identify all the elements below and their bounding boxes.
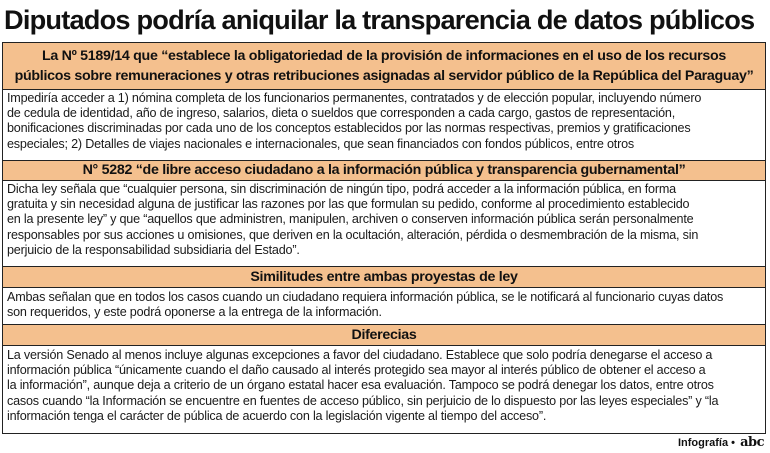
section-body-similarities bbox=[2, 288, 766, 324]
header-line: Diferecias bbox=[351, 327, 417, 343]
body-line: gratuita y sin necesidad alguna de justificar las razones por las que formulan su pedido, conforme al procedimiento establecido bbox=[7, 197, 690, 212]
body-line: información pública “únicamente cuando el daño causado al interés protegido sea mayor al interés público de obtener el acceso a bbox=[7, 363, 706, 378]
body-line: la información”, aunque deja a criterio de un órgano estatal hacer esa evaluación. Tampoco se podrá denegar los datos, entre otros bbox=[7, 378, 714, 393]
section-header-similarities bbox=[2, 266, 766, 288]
section-header-law-5189 bbox=[2, 42, 766, 90]
abc-logo: abc bbox=[740, 435, 764, 450]
body-line: información tenga el carácter de pública de acuerdo con la legislación vigente al tiempo del acceso”. bbox=[7, 408, 547, 423]
header-line: Similitudes entre ambas proyestas de ley bbox=[250, 269, 518, 285]
body-line: Dicha ley señala que “cualquier persona, sin discriminación de ningún tipo, podrá acceder a la información pública, en forma bbox=[7, 182, 676, 196]
section-header-law-5282 bbox=[2, 160, 766, 181]
body-line: Impediría acceder a 1) nómina completa de los funcionarios permanentes, contratados y de elección popular, incluyendo número bbox=[7, 91, 702, 105]
header-line: públicos sobre remuneraciones y otras retribuciones asignadas al servidor público de la República del Paraguay” bbox=[14, 68, 754, 84]
section-body-differences bbox=[2, 346, 766, 434]
section-body-law-5189 bbox=[2, 90, 766, 162]
body-line: responsables por sus acciones u omisiones, que deriven en la ocultación, alteración, pérdida o desmembración de la misma, sin bbox=[7, 227, 699, 242]
body-line: casos cuando “la Información se encuentre en fuentes de acceso público, sin perjuicio de lo dispuesto por las leyes especiales” y “la bbox=[7, 393, 719, 408]
section-body-law-5282 bbox=[2, 181, 766, 266]
infographic-credit bbox=[678, 434, 764, 452]
body-line: en la presente ley” y que “aquellos que administren, manipulen, archiven o conserven información pública serán personalmente bbox=[7, 212, 694, 227]
body-line: son requeridos, y este podrá oponerse a la entrega de la información. bbox=[7, 305, 382, 320]
header-line: N° 5282 “de libre acceso ciudadano a la información pública y transparencia gubernamental” bbox=[82, 162, 686, 178]
credit-label: Infografía • bbox=[677, 437, 735, 449]
header-line: La Nº 5189/14 que “establece la obligatoriedad de la provisión de informaciones en el uso de los recursos bbox=[41, 48, 727, 64]
body-line: Ambas señalan que en todos los casos cuando un ciudadano requiera información pública, se le notificará al funcionario cuyas datos bbox=[7, 290, 724, 304]
section-header-differences bbox=[2, 324, 766, 346]
body-line: bonificaciones discriminadas por cada uno de los conceptos establecidos por las normas respectivas, premios y gratificaciones bbox=[7, 121, 691, 136]
body-line: de cedula de identidad, año de ingreso, salarios, dieta o sueldos que corresponden a cada cargo, gastos de representación, bbox=[7, 106, 676, 121]
page-title: Diputados podría aniquilar la transparencia de datos públicos bbox=[4, 4, 755, 35]
body-line: La versión Senado al menos incluye algunas excepciones a favor del ciudadano. Establece que solo podría denegarse el acceso a bbox=[7, 348, 713, 362]
body-line: especiales; 2) Detalles de viajes nacionales e internacionales, que sean financiados con fondos públicos, entre otros bbox=[7, 136, 634, 151]
body-line: perjuicio de la responsabilidad subsidiaria del Estado”. bbox=[7, 242, 300, 257]
